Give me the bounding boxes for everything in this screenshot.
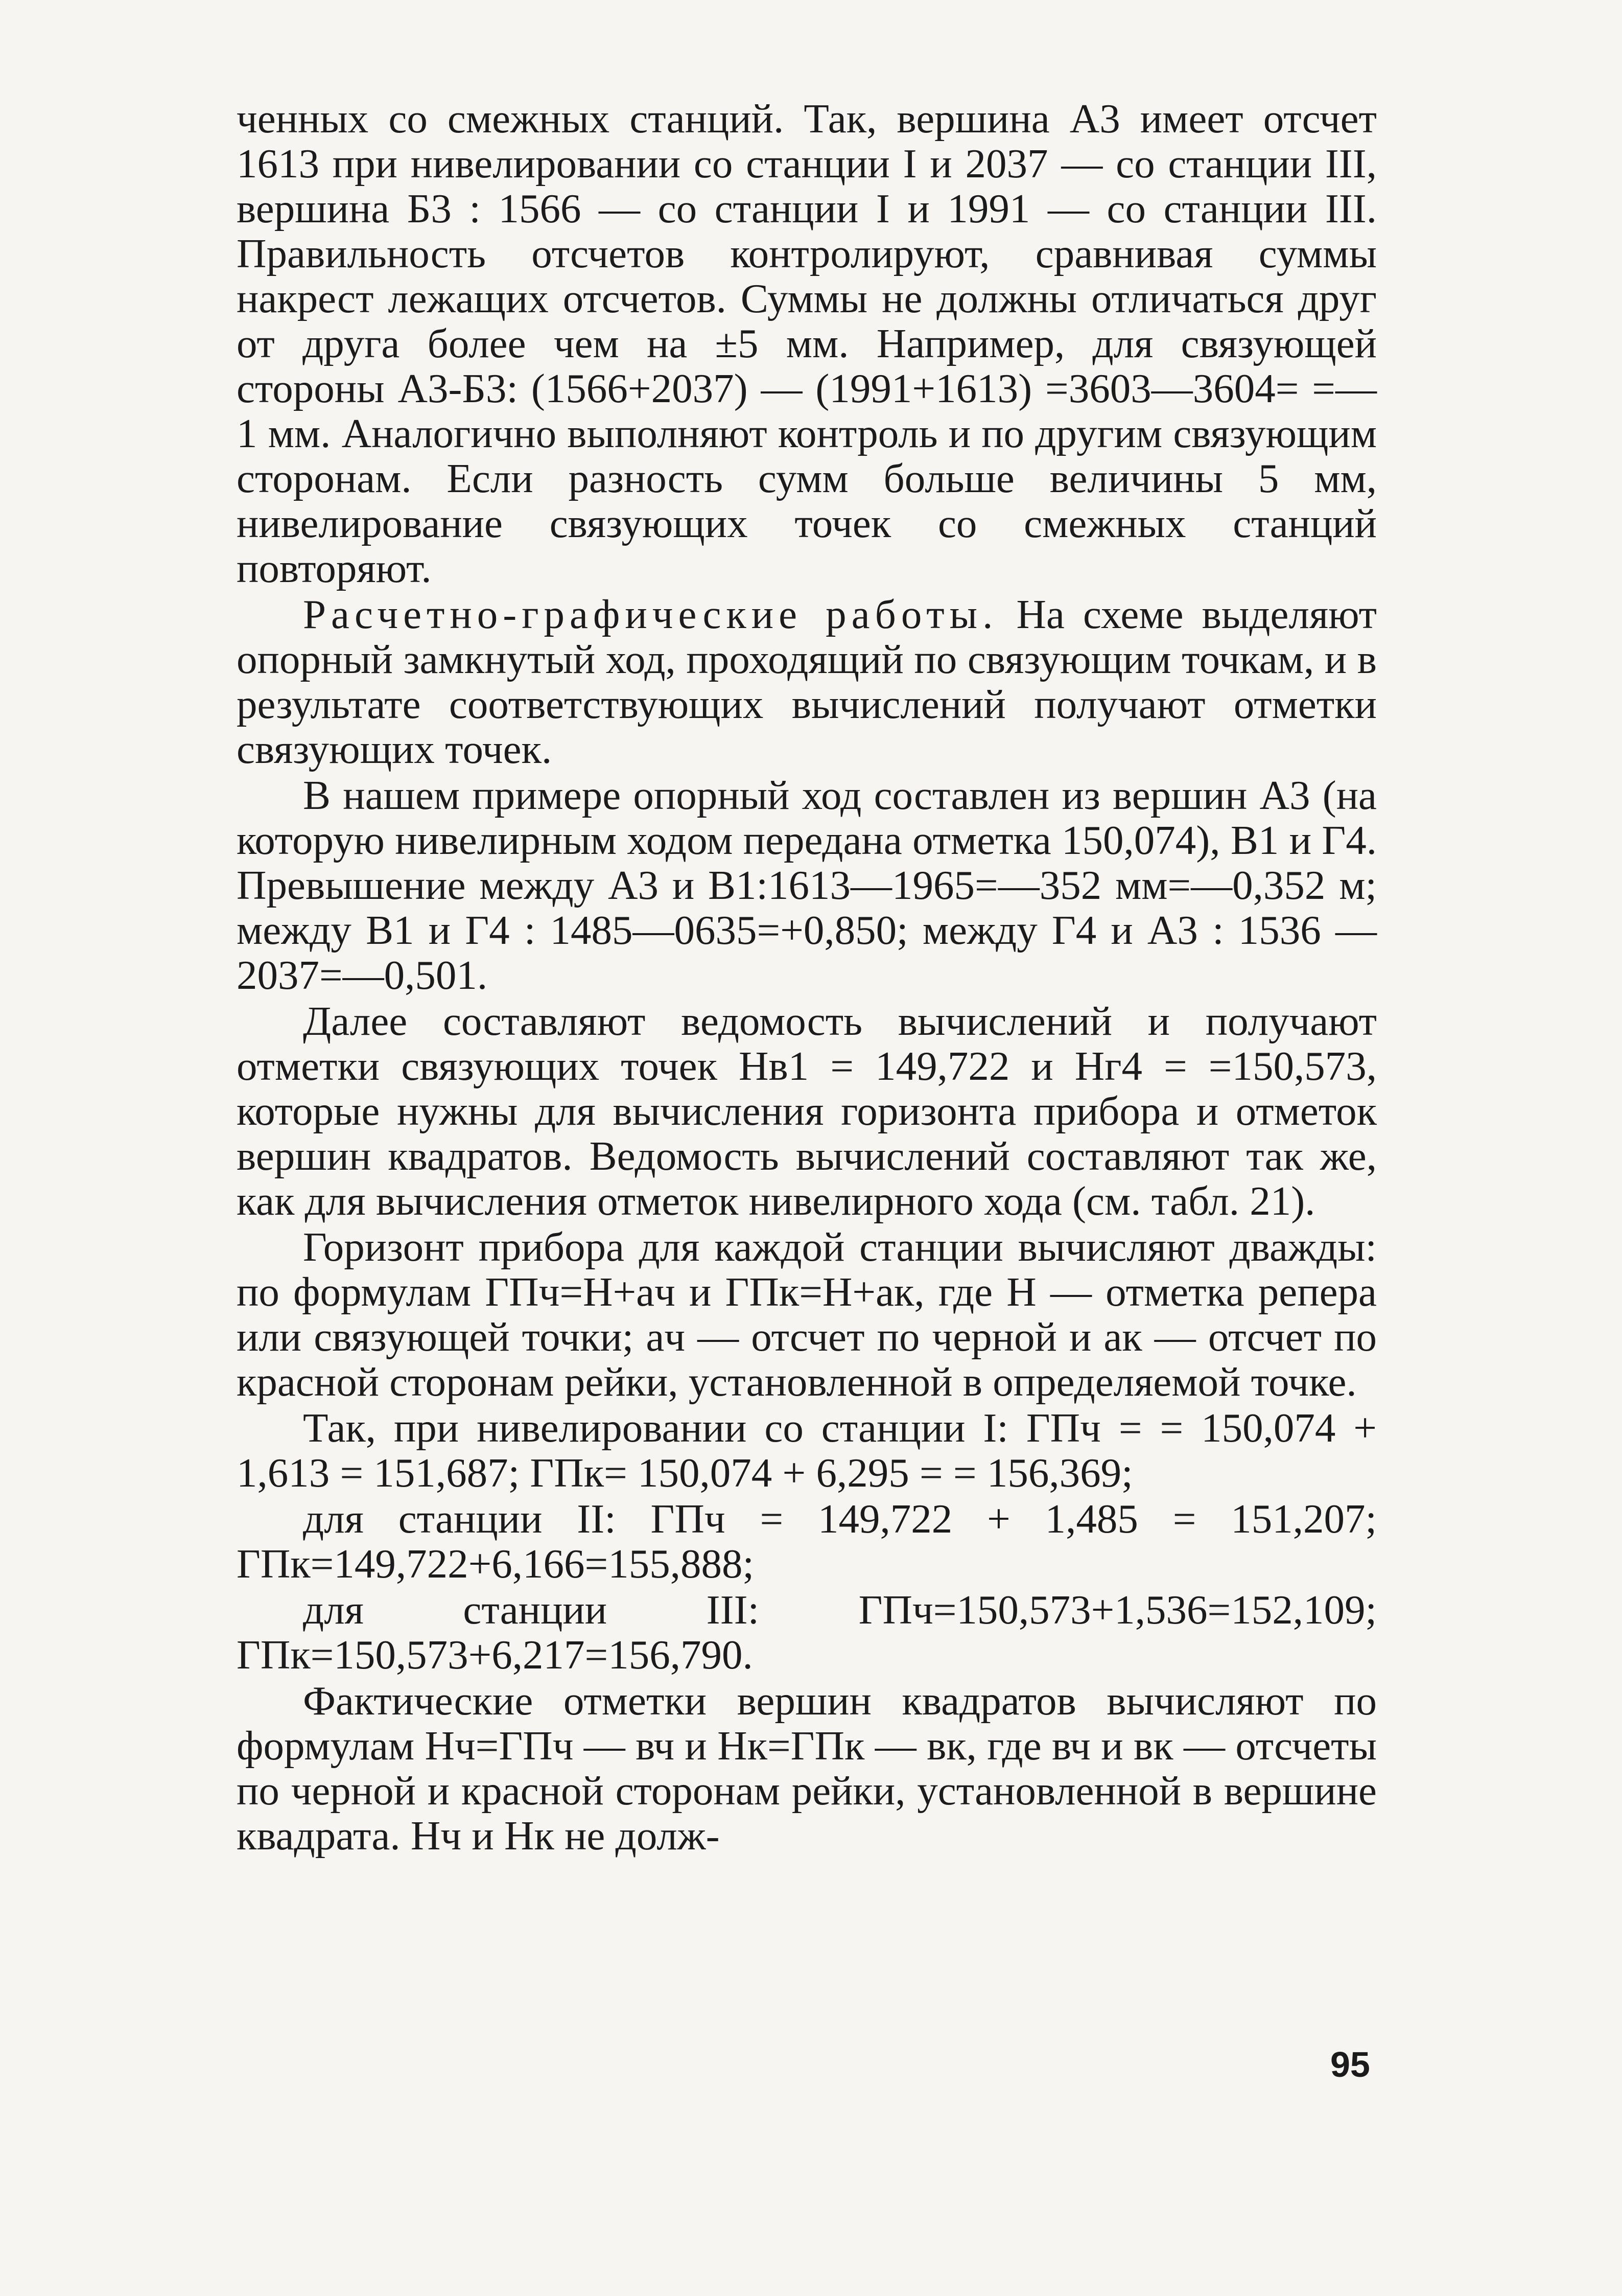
body-text <box>237 96 1377 1859</box>
paragraph-9: Фактические отметки вершин квадратов вычисляют по формулам Hч=ГПч — вч и Hк=ГПк — вк, где вч и вк — отсчеты по черной и красной сторонам рейки, установленной в вершине квадрата. Hч и Hк не долж- <box>237 1678 1377 1859</box>
paragraph-1: ченных со смежных станций. Так, вершина А3 имеет отсчет 1613 при нивелировании со станции I и 2037 — со станции III, вершина Б3 : 1566 — со станции I и 1991 — со станции III. Правильность отсчетов контролируют, сравнивая суммы накрест лежащих отсчетов. Суммы не должны отличаться друг от друга более чем на ±5 мм. Например, для связующей стороны А3-Б3: (1566+2037) — (1991+1613) =3603—3604= =—1 мм. Аналогично выполняют контроль и по другим связующим сторонам. Если разность сумм больше величины 5 мм, нивелирование связующих точек со смежных станций повторяют. <box>237 96 1377 591</box>
page-number: 95 <box>1330 2045 1370 2084</box>
paragraph-3: В нашем примере опорный ход составлен из вершин А3 (на которую нивелирным ходом передана отметка 150,074), В1 и Г4. Превышение между А3 и В1:1613—1965=—352 мм=—0,352 м; между В1 и Г4 : 1485—0635=+0,850; между Г4 и А3 : 1536 —2037=—0,501. <box>237 772 1377 998</box>
section-heading: Расчетно-графические работы. <box>303 591 998 637</box>
paragraph-7: для станции II: ГПч = 149,722 + 1,485 = 151,207; ГПк=149,722+6,166=155,888; <box>237 1496 1377 1587</box>
paragraph-4: Далее составляют ведомость вычислений и получают отметки связующих точек Hв1 = 149,722 и Hг4 = =150,573, которые нужны для вычисления горизонта прибора и отметок вершин квадратов. Ведомость вычислений составляют так же, как для вычисления отметок нивелирного хода (см. табл. 21). <box>237 998 1377 1224</box>
paragraph-6: Так, при нивелировании со станции I: ГПч = = 150,074 + 1,613 = 151,687; ГПк= 150,074 + 6,295 = = 156,369; <box>237 1405 1377 1496</box>
paragraph-8: для станции III: ГПч=150,573+1,536=152,109; ГПк=150,573+6,217=156,790. <box>237 1587 1377 1678</box>
section-text: На схеме выделяют опорный замкнутый ход, проходящий по связующим точкам, и в результате соответствующих вычислений получают отметки связующих точек. <box>237 591 1377 772</box>
paragraph-2 <box>237 592 1377 772</box>
paragraph-5: Горизонт прибора для каждой станции вычисляют дважды: по формулам ГПч=H+aч и ГПк=H+aк, где H — отметка репера или связующей точки; aч — отсчет по черной и aк — отсчет по красной сторонам рейки, установленной в определяемой точке. <box>237 1224 1377 1405</box>
